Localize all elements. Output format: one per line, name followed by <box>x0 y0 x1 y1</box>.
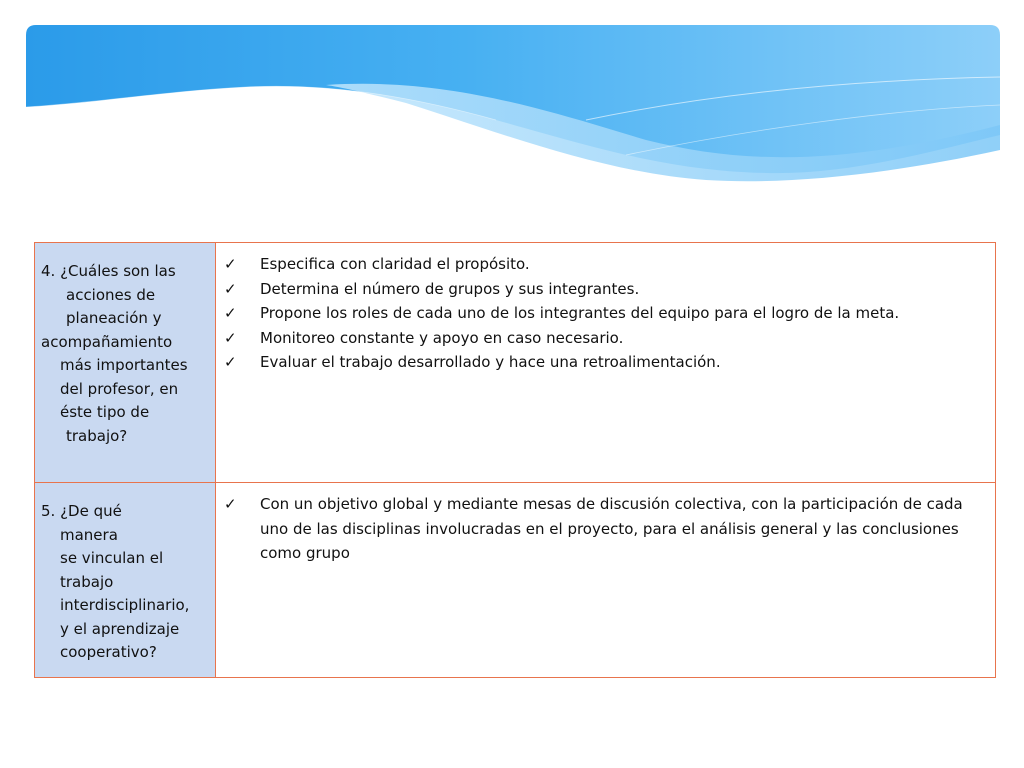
list-item <box>224 326 981 351</box>
check-icon: ✓ <box>224 304 237 322</box>
list-item <box>224 492 981 566</box>
wave-banner <box>26 25 1000 185</box>
question-line: éste tipo de <box>60 403 150 421</box>
question-line: interdisciplinario, <box>60 596 190 614</box>
answer-text: Especifica con claridad el propósito. <box>260 255 530 273</box>
question-line: cooperativo? <box>60 643 157 661</box>
question-line: trabajo? <box>66 426 128 445</box>
check-icon: ✓ <box>224 495 237 513</box>
question-line: se vinculan el <box>60 549 164 567</box>
question-line: y el aprendizaje <box>60 619 180 638</box>
answer-cell <box>216 243 996 483</box>
answer-text: Monitoreo constante y apoyo en caso necesario. <box>260 328 624 347</box>
check-icon: ✓ <box>224 328 237 347</box>
answer-list <box>216 483 995 566</box>
question-line: acompañamiento <box>41 332 173 351</box>
answer-text: Evaluar el trabajo desarrollado y hace una retroalimentación. <box>260 353 721 371</box>
check-icon: ✓ <box>224 353 237 371</box>
table-row <box>35 243 996 483</box>
answer-text: Con un objetivo global y mediante mesas de discusión colectiva, con la participación de cada uno de las disciplinas involucradas en el proyecto, para el análisis general y las conclusiones como grupo <box>260 495 963 562</box>
question-line: más importantes <box>60 356 188 374</box>
question-5 <box>35 483 215 665</box>
list-item <box>224 301 981 326</box>
question-line: del profesor, en <box>60 379 179 398</box>
question-cell <box>35 483 216 678</box>
check-icon: ✓ <box>224 279 237 298</box>
check-icon: ✓ <box>224 255 237 273</box>
qa-table <box>34 242 996 678</box>
answer-list <box>216 243 995 375</box>
list-item <box>224 252 981 277</box>
question-line: trabajo <box>60 572 114 591</box>
table-row <box>35 483 996 678</box>
question-line: manera <box>60 525 118 544</box>
answer-text: Propone los roles de cada uno de los integrantes del equipo para el logro de la meta. <box>260 304 900 322</box>
question-line: planeación y <box>66 309 162 327</box>
list-item <box>224 277 981 302</box>
question-line: 5. ¿De qué <box>41 502 122 520</box>
question-4 <box>35 243 215 448</box>
answer-text: Determina el número de grupos y sus integrantes. <box>260 279 640 298</box>
question-line: acciones de <box>66 285 156 304</box>
question-cell <box>35 243 216 483</box>
answer-cell <box>216 483 996 678</box>
list-item <box>224 350 981 375</box>
question-line: 4. ¿Cuáles son las <box>41 262 176 280</box>
